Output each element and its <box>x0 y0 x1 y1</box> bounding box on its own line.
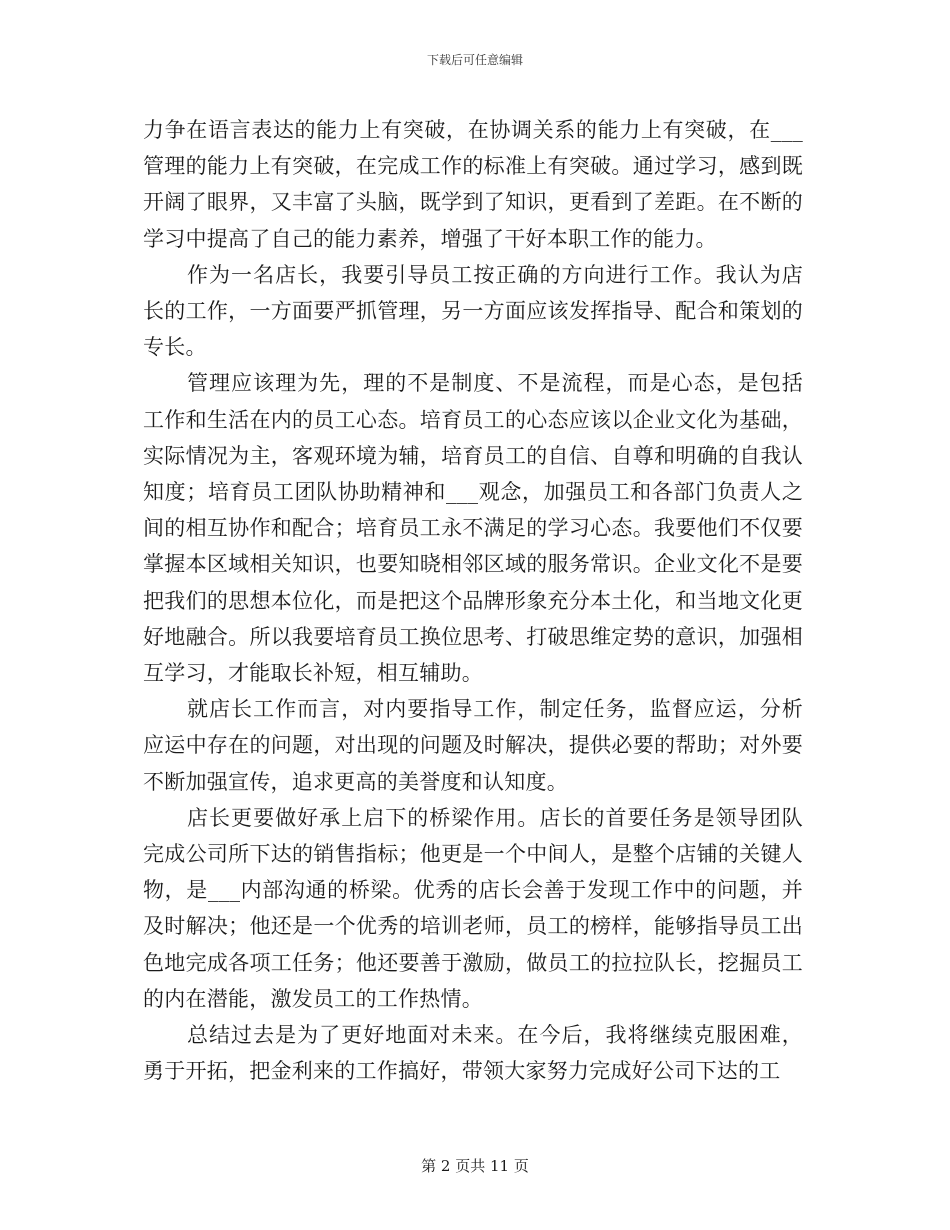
paragraph-management-mindset: 管理应该理为先，理的不是制度、不是流程，而是心态，是包括工作和生活在内的员工心态。培育员工的心态应该以企业文化为基础，实际情况为主，客观环境为辅，培育员工的自信、自尊和明确的自我认知度；培育员工团队协助精神和___观念，加强员工和各部门负责人之间的相互协作和配合；培育员工永不满足的学习心态。我要他们不仅要掌握本区域相关知识，也要知晓相邻区域的服务常识。企业文化不是要把我们的思想本位化，而是把这个品牌形象充分本土化，和当地文化更好地融合。所以我要培育员工换位思考、打破思维定势的意识，加强相互学习，才能取长补短，相互辅助。 <box>143 371 803 686</box>
paragraph-store-manager-role: 作为一名店长，我要引导员工按正确的方向进行工作。我认为店长的工作，一方面要严抓管理，另一方面应该发挥指导、配合和策划的专长。 <box>143 262 803 360</box>
document-body <box>143 112 803 1089</box>
paragraph-future-outlook: 总结过去是为了更好地面对未来。在今后，我将继续克服困难，勇于开拓，把金利来的工作搞好，带领大家努力完成好公司下达的工 <box>143 1023 803 1084</box>
page-header: 下载后可任意编辑 <box>426 53 523 67</box>
page-number: 第 2 页共 11 页 <box>421 1157 529 1175</box>
paragraph-bridge-role: 店长更要做好承上启下的桥梁作用。店长的首要任务是领导团队完成公司所下达的销售指标；他更是一个中间人，是整个店铺的关键人物，是___内部沟通的桥梁。优秀的店长会善于发现工作中的问题，并及时解决；他还是一个优秀的培训老师，员工的榜样，能够指导员工出色地完成各项工任务；他还要善于激励，做员工的拉拉队长，挖掘员工的内在潜能，激发员工的工作热情。 <box>143 805 803 1011</box>
paragraph-internal-external: 就店长工作而言，对内要指导工作，制定任务，监督应运，分析应运中存在的问题，对出现的问题及时解决，提供必要的帮助；对外要不断加强宣传，追求更高的美誉度和认知度。 <box>143 697 803 794</box>
paragraph-continued: 力争在语言表达的能力上有突破，在协调关系的能力上有突破，在___管理的能力上有突破，在完成工作的标准上有突破。通过学习，感到既开阔了眼界，又丰富了头脑，既学到了知识，更看到了差距。在不断的学习中提高了自己的能力素养，增强了干好本职工作的能力。 <box>143 118 803 251</box>
